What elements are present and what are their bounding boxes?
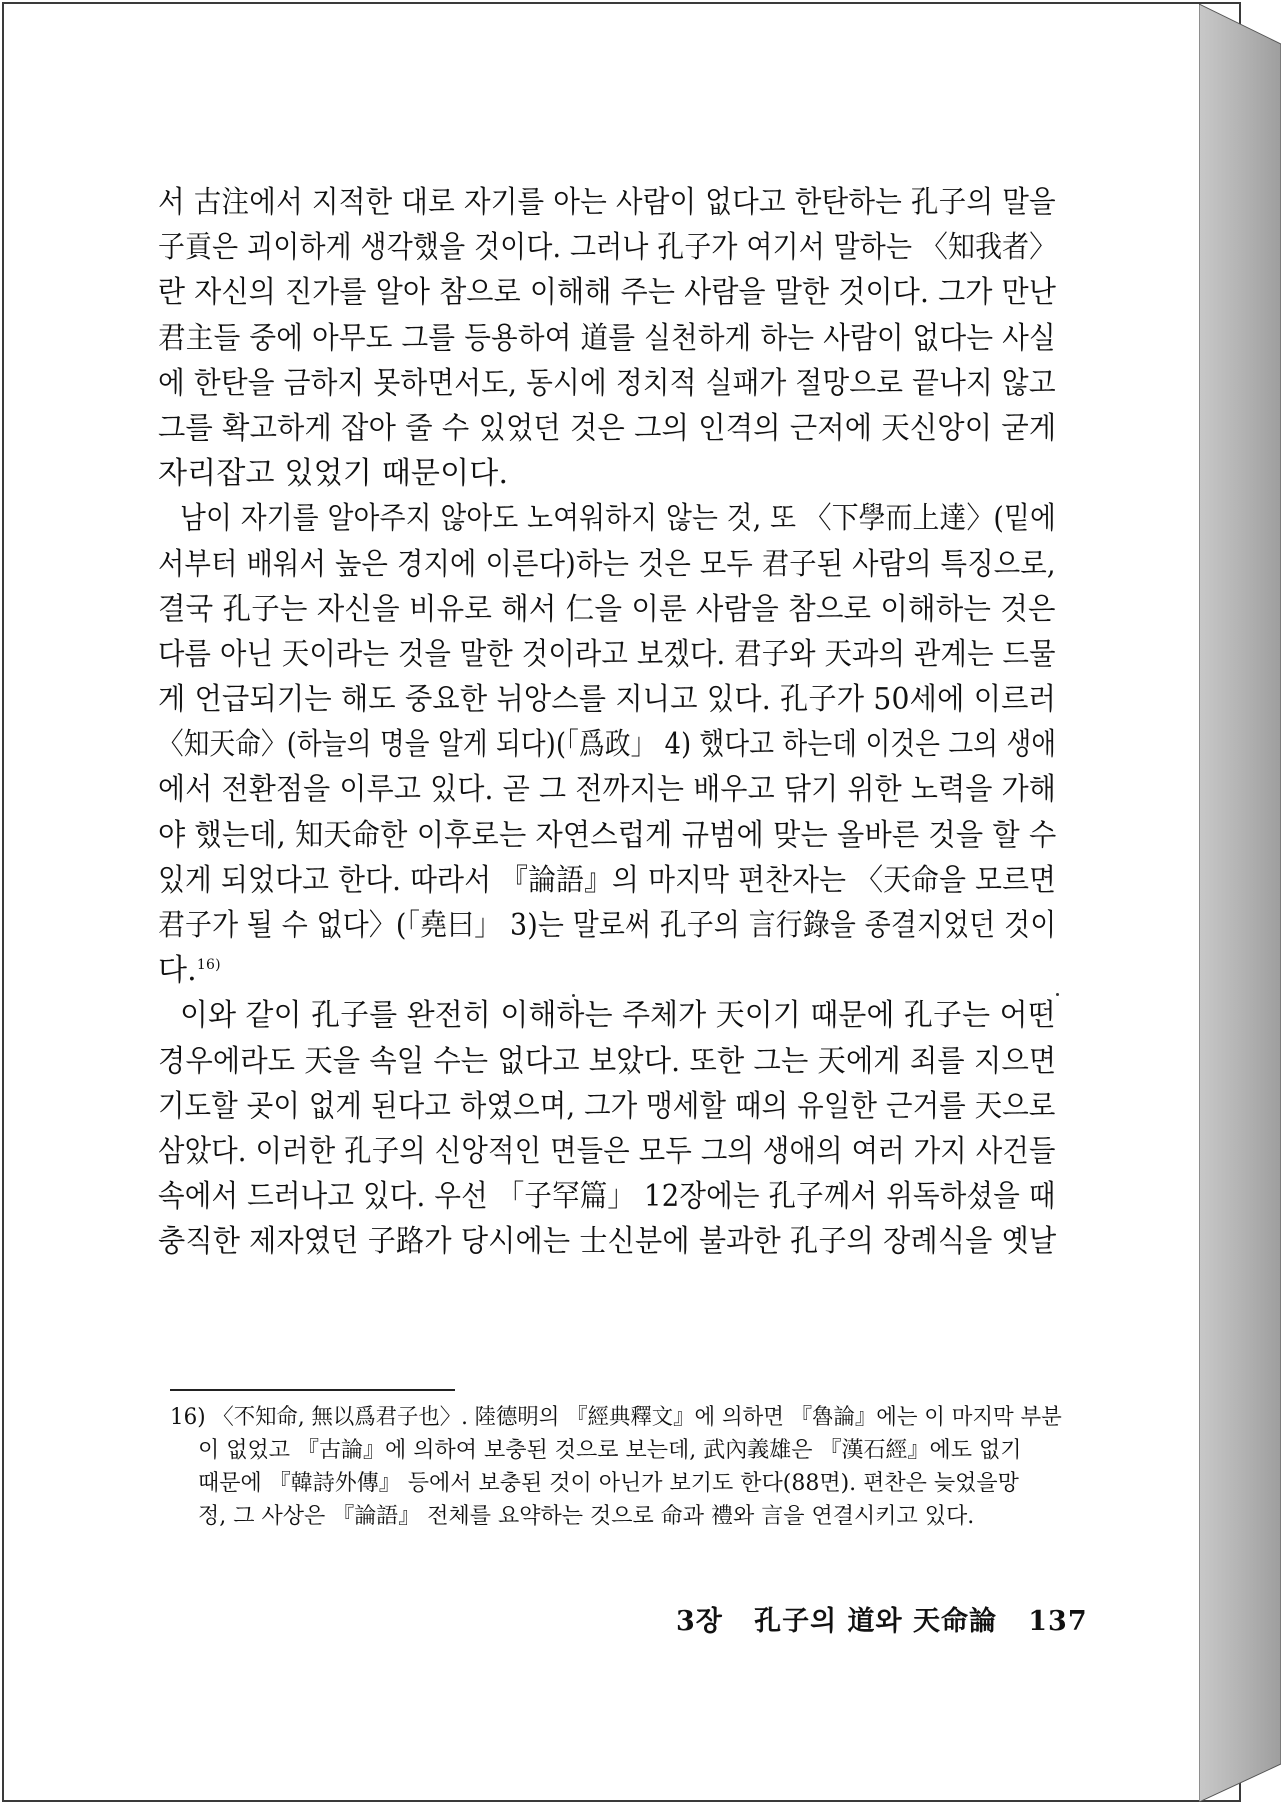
footnote-reference[interactable]: 16) [196,957,221,974]
book-spine [1199,4,1281,1802]
footnote-line: 이 없었고 『古論』에 의하여 보충된 것으로 보는데, 武內義雄은 『漢石經』에도 없기 [198,1438,1022,1463]
body-text [158,180,1056,1265]
body-line: 君主들 중에 아무도 그를 등용하여 道를 실천하게 하는 사람이 없다는 사실 [158,320,1056,356]
body-line: 이와 같이 孔子를 완전히 이해하는 주체가 天이기 때문에 孔子는 어떤 [180,998,1056,1034]
body-line: 서 古注에서 지적한 대로 자기를 아는 사람이 없다고 한탄하는 孔子의 말을 [158,185,1056,220]
body-line: 子貢은 괴이하게 생각했을 것이다. 그러나 孔子가 여기서 말하는 〈知我者〉 [158,230,1057,266]
chapter-label: 3장 [676,1606,723,1637]
body-line: 君子가 될 수 없다〉(「堯曰」 3)는 말로써 孔子의 言行錄을 종결지었던 것이 [158,908,1057,943]
body-line: 란 자신의 진가를 알아 참으로 이해해 주는 사람을 말한 것이다. 그가 만난 [158,275,1057,311]
body-line: 충직한 제자였던 子路가 당시에는 士신분에 불과한 孔子의 장례식을 옛날 [158,1224,1057,1260]
running-footer [676,1599,1088,1638]
body-line: 에 한탄을 금하지 못하면서도, 동시에 정치적 실패가 절망으로 끝나지 않고 [158,365,1056,401]
body-line: 있게 되었다고 한다. 따라서 『論語』의 마지막 편찬자는 〈天命을 모르면 [158,862,1057,898]
footnote-rule [170,1389,455,1391]
footnote-line: 정, 그 사상은 『論語』 전체를 요약하는 것으로 命과 禮와 言을 연결시키고 있다. [198,1504,975,1529]
body-line: 삼았다. 이러한 孔子의 신앙적인 면들은 모두 그의 생애의 여러 가지 사건들 [158,1133,1056,1169]
body-line: 경우에라도 天을 속일 수는 없다고 보았다. 또한 그는 天에게 죄를 지으면 [158,1043,1057,1079]
page-number: 137 [1028,1606,1088,1637]
body-line: 서부터 배워서 높은 경지에 이른다)하는 것은 모두 君子된 사람의 특징으로, [158,546,1056,582]
scan-speck [1056,993,1059,996]
footnote-line: 때문에 『韓詩外傳』 등에서 보충된 것이 아닌가 보기도 한다(88면). 편찬은 늦었을망 [198,1471,1019,1496]
body-line: 기도할 곳이 없게 된다고 하였으며, 그가 맹세할 때의 유일한 근거를 天으로 [158,1088,1056,1124]
footnote-number: 16) [170,1405,206,1430]
body-line: 〈知天命〉(하늘의 명을 알게 되다)(「爲政」 4) 했다고 하는데 이것은 그의 생애 [158,727,1057,763]
body-line: 게 언급되기는 해도 중요한 뉘앙스를 지니고 있다. 孔子가 50세에 이르러 [158,682,1057,718]
body-line: 야 했는데, 知天命한 이후로는 자연스럽게 규범에 맞는 올바른 것을 할 수 [158,817,1057,853]
body-line: 속에서 드러나고 있다. 우선 「子罕篇」 12장에는 孔子께서 위독하셨을 때 [158,1179,1056,1215]
chapter-title: 孔子의 道와 天命論 [754,1606,998,1637]
body-line: 에서 전환점을 이루고 있다. 곧 그 전까지는 배우고 닦기 위한 노력을 가해 [158,772,1057,808]
body-line: 남이 자기를 알아주지 않아도 노여워하지 않는 것, 또 〈下學而上達〉(밑에 [180,501,1057,537]
body-line: 결국 孔子는 자신을 비유로 해서 仁을 이룬 사람을 참으로 이해하는 것은 [158,591,1056,627]
footnote [170,1401,1062,1533]
footnote-line: 16) 〈不知命, 無以爲君子也〉. 陸德明의 『經典釋文』에 의하면 『魯論』에는 이 마지막 부분 [170,1405,1062,1430]
body-line: 그를 확고하게 잡아 줄 수 있었던 것은 그의 인격의 근저에 天신앙이 굳게 [158,410,1057,446]
body-line: 자리잡고 있었기 때문이다. [158,456,509,492]
scan-speck [572,994,575,997]
body-line: 다.$^{16)}$ [158,953,221,989]
body-line: 다름 아닌 天이라는 것을 말한 것이라고 보겠다. 君子와 天과의 관계는 드물 [158,636,1056,672]
